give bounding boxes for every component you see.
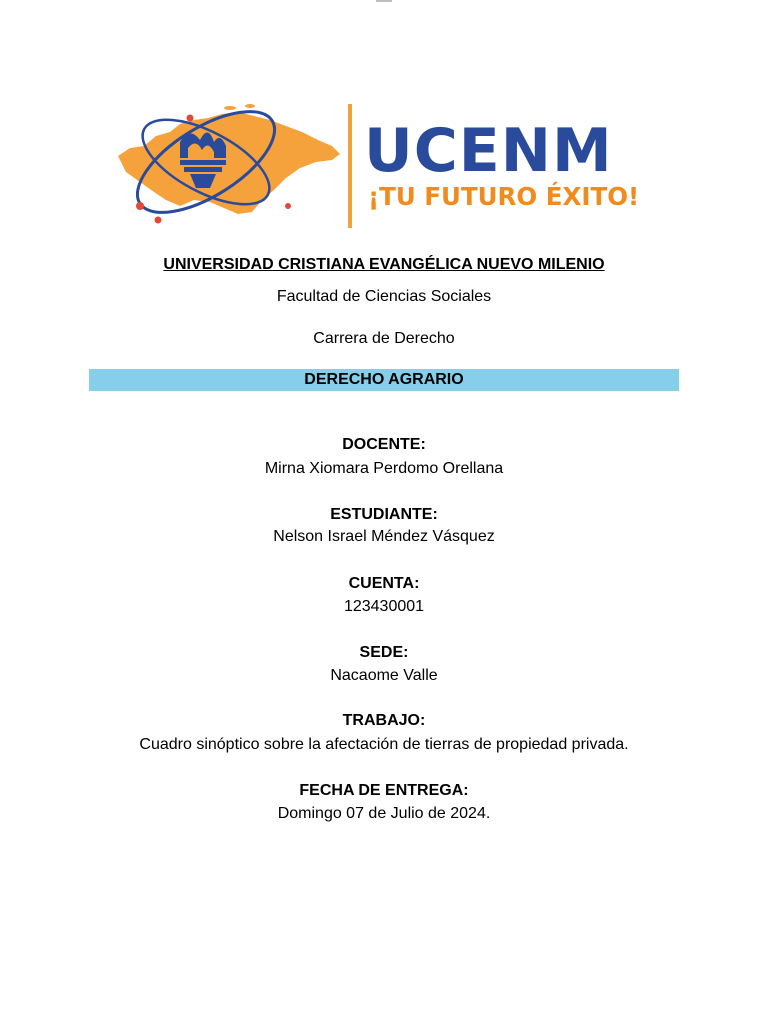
trabajo-value: Cuadro sinóptico sobre la afectación de tierras de propiedad privada. — [139, 736, 629, 753]
sede-value: Nacaome Valle — [330, 667, 438, 684]
docente-label: DOCENTE: — [342, 436, 426, 453]
estudiante-value: Nelson Israel Méndez Vásquez — [273, 528, 495, 545]
subject-title: DERECHO AGRARIO — [304, 371, 464, 388]
trabajo-label: TRABAJO: — [342, 712, 426, 729]
estudiante-label: ESTUDIANTE: — [330, 506, 438, 523]
subject-band — [89, 369, 679, 391]
cuenta-value: 123430001 — [343, 598, 425, 615]
logo-name: UCENM — [364, 116, 613, 186]
faculty-name: Facultad de Ciencias Sociales — [276, 288, 492, 305]
honduras-map-emblem-icon — [110, 96, 350, 236]
fecha-label: FECHA DE ENTREGA: — [299, 782, 469, 799]
logo-slogan: ¡TU FUTURO ÉXITO! — [368, 182, 640, 211]
university-title: UNIVERSIDAD CRISTIANA EVANGÉLICA NUEVO MILENIO — [163, 256, 605, 273]
logo-divider — [348, 104, 352, 228]
sede-label: SEDE: — [359, 644, 409, 661]
page-top-mark — [376, 0, 392, 2]
docente-value: Mirna Xiomara Perdomo Orellana — [264, 460, 504, 477]
fecha-value: Domingo 07 de Julio de 2024. — [277, 805, 491, 822]
ucenm-logo — [110, 96, 660, 236]
cuenta-label: CUENTA: — [348, 575, 420, 592]
career-name: Carrera de Derecho — [313, 330, 455, 347]
